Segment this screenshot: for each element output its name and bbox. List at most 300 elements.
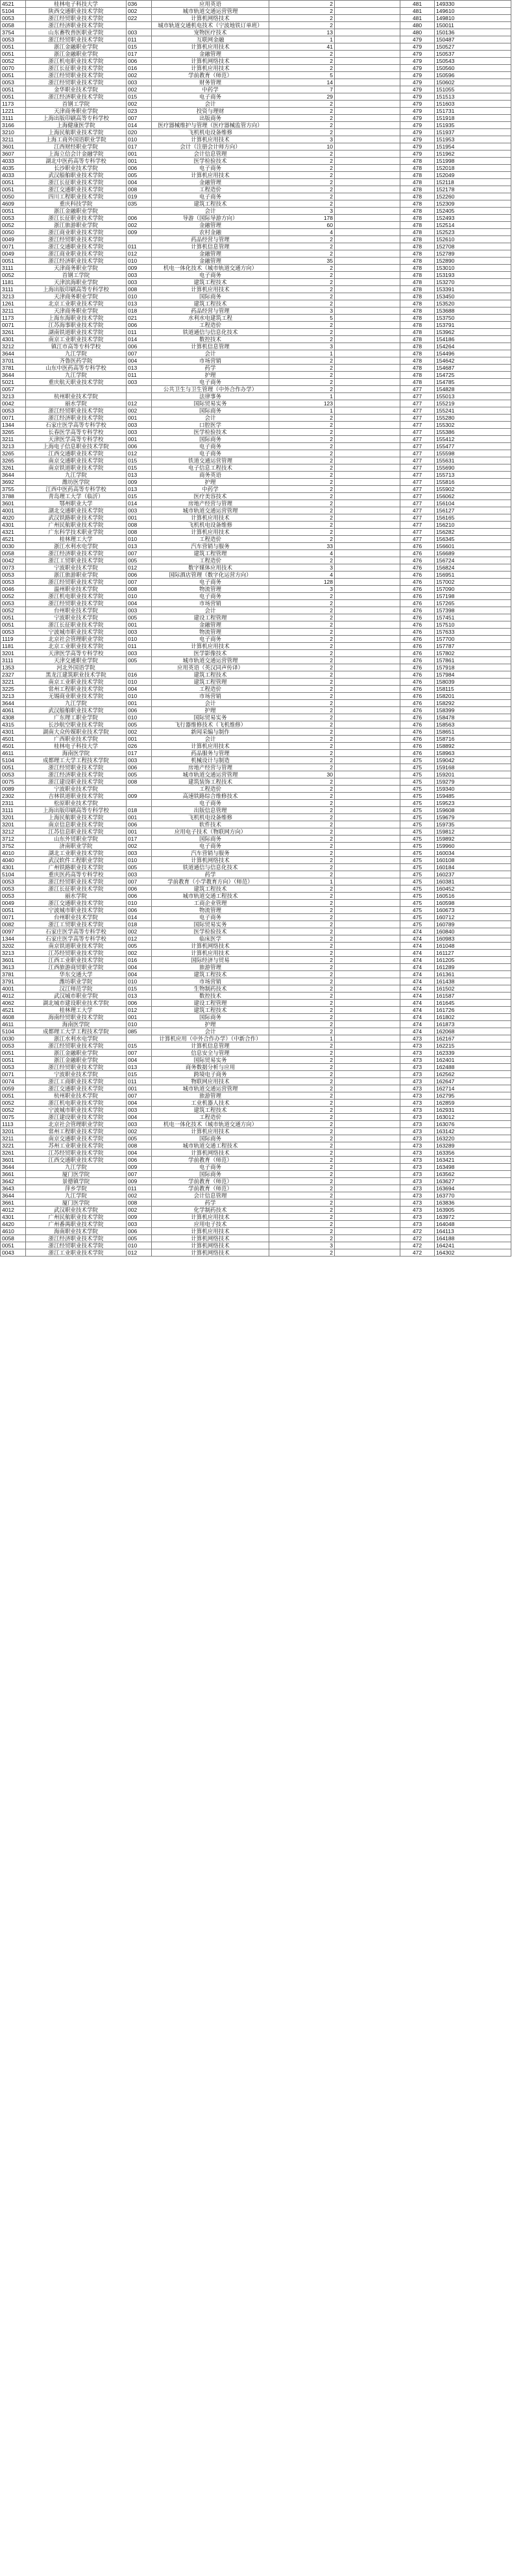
admitted-count-cell <box>335 1021 400 1028</box>
min-rank-cell: 158963 <box>435 750 511 757</box>
plan-count-cell: 2 <box>269 1114 335 1121</box>
admitted-count-cell <box>335 836 400 843</box>
major-name-cell: 临床医学 <box>152 935 269 943</box>
plan-count-cell: 2 <box>269 150 335 158</box>
min-rank-cell: 151935 <box>435 122 511 129</box>
plan-count-cell: 2 <box>269 985 335 993</box>
table-row <box>1 564 511 572</box>
plan-count-cell: 14 <box>269 79 335 86</box>
plan-count-cell: 30 <box>269 771 335 778</box>
min-score-cell: 475 <box>400 864 435 871</box>
admitted-count-cell <box>335 871 400 878</box>
plan-count-cell: 2 <box>269 486 335 493</box>
min-score-cell: 478 <box>400 315 435 322</box>
school-code-cell: 3781 <box>1 365 26 372</box>
min-score-cell: 476 <box>400 593 435 600</box>
major-name-cell: 物联网应用技术 <box>152 1078 269 1085</box>
school-code-cell: 5104 <box>1 8 26 15</box>
plan-count-cell: 2 <box>269 1150 335 1157</box>
plan-count-cell: 2 <box>269 365 335 372</box>
min-rank-cell: 154785 <box>435 379 511 386</box>
major-name-cell: 工程造价 <box>152 786 269 793</box>
major-code-cell: 010 <box>127 900 152 907</box>
plan-count-cell: 2 <box>269 1142 335 1150</box>
plan-count-cell: 2 <box>269 921 335 928</box>
admitted-count-cell <box>335 108 400 115</box>
school-name-cell: 天津滨海职业学院 <box>26 279 127 286</box>
plan-count-cell: 2 <box>269 671 335 679</box>
school-code-cell: 0051 <box>1 93 26 101</box>
admitted-count-cell <box>335 79 400 86</box>
table-row <box>1 1178 511 1185</box>
min-score-cell: 473 <box>400 1157 435 1164</box>
min-rank-cell: 159960 <box>435 843 511 850</box>
school-name-cell: 上海工商外国语职业学院 <box>26 136 127 143</box>
table-row <box>1 1014 511 1021</box>
school-name-cell: 浙江经济职业技术学院 <box>26 93 127 101</box>
table-row <box>1 736 511 743</box>
school-code-cell: 1119 <box>1 636 26 643</box>
school-code-cell: 0058 <box>1 550 26 557</box>
school-code-cell: 3221 <box>1 679 26 686</box>
plan-count-cell: 2 <box>269 1064 335 1071</box>
school-name-cell: 浙江长征职业技术学院 <box>26 65 127 72</box>
major-code-cell: 017 <box>127 143 152 150</box>
school-code-cell: 4033 <box>1 158 26 165</box>
admitted-count-cell <box>335 36 400 43</box>
min-score-cell: 476 <box>400 614 435 621</box>
admitted-count-cell <box>335 179 400 186</box>
table-row <box>1 885 511 893</box>
major-name-cell: 市场营销 <box>152 978 269 985</box>
plan-count-cell: 10 <box>269 143 335 150</box>
table-row <box>1 921 511 928</box>
major-name-cell: 计算机应用技术 <box>152 529 269 536</box>
school-name-cell: 浙江经贸职业技术学院 <box>26 878 127 885</box>
min-rank-cell: 155412 <box>435 436 511 443</box>
table-row <box>1 1150 511 1157</box>
min-rank-cell: 153962 <box>435 329 511 336</box>
admitted-count-cell <box>335 1000 400 1007</box>
admitted-count-cell <box>335 1157 400 1164</box>
major-code-cell: 005 <box>127 771 152 778</box>
school-code-cell: 4608 <box>1 1014 26 1021</box>
school-name-cell: 浙江商业职业技术学院 <box>26 250 127 258</box>
table-row <box>1 165 511 172</box>
major-name-cell: 信息安全与管理 <box>152 1050 269 1057</box>
plan-count-cell: 2 <box>269 978 335 985</box>
major-name-cell: 药学 <box>152 871 269 878</box>
major-name-cell: 金融管理 <box>152 222 269 229</box>
min-rank-cell: 162401 <box>435 1057 511 1064</box>
table-row <box>1 8 511 15</box>
school-code-cell: 3211 <box>1 436 26 443</box>
table-row <box>1 850 511 857</box>
major-code-cell <box>127 1035 152 1042</box>
school-name-cell: 杭州职业技术学院 <box>26 393 127 400</box>
table-row <box>1 172 511 179</box>
admitted-count-cell <box>335 679 400 686</box>
min-score-cell: 476 <box>400 686 435 693</box>
min-score-cell: 476 <box>400 721 435 728</box>
school-name-cell: 上海电子信息职业技术学院 <box>26 443 127 450</box>
min-rank-cell: 152514 <box>435 222 511 229</box>
table-row <box>1 1164 511 1171</box>
min-rank-cell: 163356 <box>435 1150 511 1157</box>
plan-count-cell: 2 <box>269 472 335 479</box>
min-rank-cell: 155816 <box>435 479 511 486</box>
min-score-cell: 477 <box>400 536 435 543</box>
major-code-cell: 001 <box>127 814 152 821</box>
major-code-cell: 004 <box>127 1100 152 1107</box>
table-row <box>1 522 511 529</box>
table-row <box>1 1107 511 1114</box>
table-row <box>1 15 511 22</box>
major-code-cell: 012 <box>127 400 152 407</box>
min-score-cell: 479 <box>400 79 435 86</box>
admitted-count-cell <box>335 1207 400 1214</box>
table-row <box>1 1249 511 1257</box>
table-row <box>1 350 511 357</box>
table-row <box>1 229 511 236</box>
major-name-cell: 建设工程管理 <box>152 1000 269 1007</box>
major-name-cell: 建筑工程技术 <box>152 1007 269 1014</box>
major-name-cell: 导游（国际导游方向） <box>152 215 269 222</box>
table-row <box>1 572 511 579</box>
school-name-cell: 浙江旅游职业学院 <box>26 572 127 579</box>
min-score-cell: 475 <box>400 821 435 828</box>
major-code-cell: 015 <box>127 1071 152 1078</box>
min-score-cell: 476 <box>400 572 435 579</box>
school-code-cell: 0097 <box>1 928 26 935</box>
major-name-cell: 机械设计与制造 <box>152 757 269 764</box>
major-code-cell: 020 <box>127 129 152 136</box>
major-code-cell: 004 <box>127 971 152 978</box>
min-rank-cell: 163012 <box>435 1114 511 1121</box>
major-code-cell: 036 <box>127 1 152 8</box>
school-code-cell: 4010 <box>1 850 26 857</box>
major-name-cell: 数控技术 <box>152 993 269 1000</box>
min-rank-cell: 153750 <box>435 315 511 322</box>
min-score-cell: 474 <box>400 935 435 943</box>
min-score-cell: 476 <box>400 564 435 572</box>
school-name-cell: 宁波城市职业技术学院 <box>26 629 127 636</box>
admitted-count-cell <box>335 350 400 357</box>
table-row <box>1 464 511 472</box>
plan-count-cell: 2 <box>269 1057 335 1064</box>
score-table-body <box>1 1 511 1257</box>
min-score-cell: 476 <box>400 693 435 700</box>
table-row <box>1 1192 511 1199</box>
plan-count-cell: 2 <box>269 885 335 893</box>
min-rank-cell: 154186 <box>435 336 511 343</box>
school-name-cell: 南京交通职业技术学院 <box>26 457 127 464</box>
school-name-cell: 湖南铁道职业技术学院 <box>26 329 127 336</box>
plan-count-cell: 2 <box>269 1042 335 1050</box>
min-rank-cell: 162795 <box>435 1092 511 1100</box>
school-code-cell: 2327 <box>1 671 26 679</box>
plan-count-cell: 2 <box>269 950 335 957</box>
table-row <box>1 793 511 800</box>
major-code-cell: 005 <box>127 657 152 664</box>
admitted-count-cell <box>335 400 400 407</box>
major-name-cell: 物流管理 <box>152 907 269 914</box>
school-code-cell: 3261 <box>1 1150 26 1157</box>
major-code-cell: 015 <box>127 985 152 993</box>
min-score-cell: 478 <box>400 357 435 365</box>
admitted-count-cell <box>335 486 400 493</box>
major-code-cell: 016 <box>127 65 152 72</box>
major-name-cell: 工商企业管理 <box>152 900 269 907</box>
school-code-cell: 3781 <box>1 971 26 978</box>
min-score-cell: 473 <box>400 1199 435 1207</box>
plan-count-cell: 2 <box>269 1135 335 1142</box>
school-name-cell: 海南医学院 <box>26 750 127 757</box>
major-code-cell: 006 <box>127 322 152 329</box>
table-row <box>1 129 511 136</box>
major-name-cell: 学前教育（师范） <box>152 1157 269 1164</box>
plan-count-cell: 2 <box>269 621 335 629</box>
min-rank-cell: 157918 <box>435 664 511 671</box>
table-row <box>1 286 511 293</box>
min-score-cell: 474 <box>400 1014 435 1021</box>
school-name-cell: 南京工业职业技术学院 <box>26 679 127 686</box>
school-name-cell: 天津医学高等专科学校 <box>26 650 127 657</box>
min-rank-cell: 158399 <box>435 707 511 714</box>
min-score-cell: 475 <box>400 843 435 850</box>
major-name-cell: 建筑工程技术 <box>152 200 269 208</box>
min-score-cell: 474 <box>400 928 435 935</box>
table-row <box>1 479 511 486</box>
school-code-cell: 4040 <box>1 857 26 864</box>
plan-count-cell: 2 <box>269 743 335 750</box>
major-code-cell: 006 <box>127 443 152 450</box>
major-name-cell: 金融管理 <box>152 51 269 58</box>
plan-count-cell: 33 <box>269 543 335 550</box>
school-name-cell: 上海立信会计金融学院 <box>26 150 127 158</box>
plan-count-cell: 2 <box>269 707 335 714</box>
major-name-cell: 计算机信息管理 <box>152 1042 269 1050</box>
major-name-cell: 口腔医学 <box>152 422 269 429</box>
min-rank-cell: 161127 <box>435 950 511 957</box>
major-code-cell: 002 <box>127 222 152 229</box>
school-name-cell: 浙江金融职业学院 <box>26 51 127 58</box>
table-row <box>1 1007 511 1014</box>
min-rank-cell: 150543 <box>435 58 511 65</box>
major-name-cell: 电子商务 <box>152 800 269 807</box>
school-name-cell: 广州民航职业技术学院 <box>26 1214 127 1221</box>
school-name-cell: 浙江经贸职业技术学院 <box>26 72 127 79</box>
min-score-cell: 476 <box>400 736 435 743</box>
major-name-cell: 计算机应用技术 <box>152 1214 269 1221</box>
major-name-cell: 工程造价 <box>152 1114 269 1121</box>
min-rank-cell: 160983 <box>435 935 511 943</box>
admitted-count-cell <box>335 208 400 215</box>
school-name-cell: 黑龙江建筑职业技术学院 <box>26 671 127 679</box>
plan-count-cell: 2 <box>269 200 335 208</box>
school-code-cell: 3613 <box>1 964 26 971</box>
admitted-count-cell <box>335 514 400 522</box>
min-rank-cell: 156210 <box>435 522 511 529</box>
admitted-count-cell <box>335 814 400 821</box>
school-code-cell: 0075 <box>1 778 26 786</box>
table-row <box>1 878 511 885</box>
min-rank-cell: 164302 <box>435 1249 511 1257</box>
school-code-cell: 0051 <box>1 179 26 186</box>
school-code-cell: 0051 <box>1 51 26 58</box>
min-score-cell: 479 <box>400 86 435 93</box>
admitted-count-cell <box>335 693 400 700</box>
admitted-count-cell <box>335 51 400 58</box>
table-row <box>1 864 511 871</box>
school-name-cell: 浙江长征职业技术学院 <box>26 621 127 629</box>
min-score-cell: 477 <box>400 386 435 393</box>
table-row <box>1 1078 511 1085</box>
min-rank-cell: 156165 <box>435 514 511 522</box>
major-code-cell: 003 <box>127 279 152 286</box>
table-row <box>1 36 511 43</box>
school-code-cell: 3755 <box>1 486 26 493</box>
min-rank-cell: 154725 <box>435 372 511 379</box>
table-row <box>1 143 511 150</box>
school-name-cell: 九江学院 <box>26 1164 127 1171</box>
school-name-cell: 苏州工业职业技术学院 <box>26 1142 127 1150</box>
admitted-count-cell <box>335 921 400 928</box>
min-score-cell: 472 <box>400 1228 435 1235</box>
min-rank-cell: 151937 <box>435 129 511 136</box>
min-score-cell: 476 <box>400 743 435 750</box>
school-code-cell: 3601 <box>1 1157 26 1164</box>
school-name-cell: 吉林铁道职业技术学院 <box>26 793 127 800</box>
school-code-cell: 0051 <box>1 621 26 629</box>
table-row <box>1 72 511 79</box>
school-code-cell: 0051 <box>1 614 26 621</box>
plan-count-cell: 2 <box>269 443 335 450</box>
school-code-cell: 4521 <box>1 1007 26 1014</box>
table-row <box>1 693 511 700</box>
school-code-cell: 3202 <box>1 943 26 950</box>
min-rank-cell: 161873 <box>435 1021 511 1028</box>
table-row <box>1 700 511 707</box>
min-score-cell: 476 <box>400 728 435 736</box>
plan-count-cell: 2 <box>269 1171 335 1178</box>
school-code-cell: 0059 <box>1 1085 26 1092</box>
admitted-count-cell <box>335 193 400 200</box>
school-name-cell: 温州职业技术学院 <box>26 586 127 593</box>
school-name-cell: 江西工业职业技术学院 <box>26 957 127 964</box>
table-row <box>1 1128 511 1135</box>
plan-count-cell: 2 <box>269 1157 335 1164</box>
min-score-cell: 476 <box>400 586 435 593</box>
school-name-cell: 陕西交通职业技术学院 <box>26 8 127 15</box>
school-code-cell: 3607 <box>1 150 26 158</box>
plan-count-cell: 2 <box>269 436 335 443</box>
min-rank-cell: 151998 <box>435 158 511 165</box>
school-code-cell: 0058 <box>1 22 26 29</box>
major-code-cell: 004 <box>127 1057 152 1064</box>
school-name-cell: 浙江机电职业技术学院 <box>26 1100 127 1107</box>
min-score-cell: 479 <box>400 129 435 136</box>
major-name-cell: 药品经营与管理 <box>152 236 269 243</box>
admitted-count-cell <box>335 1192 400 1199</box>
major-name-cell: 建筑工程管理 <box>152 679 269 686</box>
min-score-cell: 478 <box>400 236 435 243</box>
min-score-cell: 477 <box>400 443 435 450</box>
min-score-cell: 475 <box>400 807 435 814</box>
major-name-cell: 计算机网络技术 <box>152 1242 269 1249</box>
min-rank-cell: 152789 <box>435 250 511 258</box>
min-rank-cell: 157451 <box>435 614 511 621</box>
major-code-cell: 004 <box>127 179 152 186</box>
min-score-cell: 481 <box>400 15 435 22</box>
plan-count-cell: 2 <box>269 272 335 279</box>
school-name-cell: 九江学院 <box>26 1192 127 1199</box>
major-code-cell: 002 <box>127 928 152 935</box>
major-code-cell: 003 <box>127 79 152 86</box>
admitted-count-cell <box>335 550 400 557</box>
major-code-cell: 006 <box>127 165 152 172</box>
min-score-cell: 475 <box>400 764 435 771</box>
min-rank-cell: 155219 <box>435 400 511 407</box>
plan-count-cell: 2 <box>269 457 335 464</box>
major-code-cell: 001 <box>127 158 152 165</box>
school-name-cell: 上海出版印刷高等专科学校 <box>26 807 127 814</box>
admitted-count-cell <box>335 750 400 757</box>
min-score-cell: 474 <box>400 957 435 964</box>
min-rank-cell: 158292 <box>435 700 511 707</box>
school-name-cell: 厦门医学院 <box>26 1171 127 1178</box>
school-code-cell: 0051 <box>1 86 26 93</box>
min-score-cell: 473 <box>400 1171 435 1178</box>
min-score-cell: 475 <box>400 871 435 878</box>
major-name-cell: 国际商务 <box>152 1171 269 1178</box>
school-name-cell: 浙江金融职业学院 <box>26 208 127 215</box>
school-code-cell: 3213 <box>1 393 26 400</box>
plan-count-cell: 2 <box>269 928 335 935</box>
min-score-cell: 473 <box>400 1071 435 1078</box>
table-row <box>1 1207 511 1214</box>
major-name-cell: 旅游管理 <box>152 1092 269 1100</box>
admitted-count-cell <box>335 607 400 614</box>
min-score-cell: 473 <box>400 1207 435 1214</box>
school-code-cell: 0052 <box>1 593 26 600</box>
major-name-cell: 计算机应用技术 <box>152 743 269 750</box>
plan-count-cell: 1 <box>269 36 335 43</box>
major-name-cell: 建筑工程技术 <box>152 671 269 679</box>
school-code-cell: 1173 <box>1 315 26 322</box>
min-rank-cell: 152523 <box>435 229 511 236</box>
min-rank-cell: 156724 <box>435 557 511 564</box>
min-score-cell: 473 <box>400 1178 435 1185</box>
school-name-cell: 浙江水利水电学院 <box>26 1035 127 1042</box>
school-code-cell: 3212 <box>1 828 26 836</box>
major-code-cell <box>127 800 152 807</box>
min-rank-cell: 158115 <box>435 686 511 693</box>
table-row <box>1 43 511 51</box>
admitted-count-cell <box>335 586 400 593</box>
admitted-count-cell <box>335 728 400 736</box>
plan-count-cell: 2 <box>269 900 335 907</box>
table-row <box>1 357 511 365</box>
major-code-cell: 011 <box>127 243 152 250</box>
school-name-cell: 浙江长征职业技术学院 <box>26 179 127 186</box>
school-name-cell <box>26 386 127 393</box>
min-score-cell: 476 <box>400 707 435 714</box>
min-rank-cell: 163905 <box>435 1207 511 1214</box>
min-score-cell: 473 <box>400 1221 435 1228</box>
min-rank-cell: 153450 <box>435 293 511 300</box>
school-code-cell: 3644 <box>1 372 26 379</box>
